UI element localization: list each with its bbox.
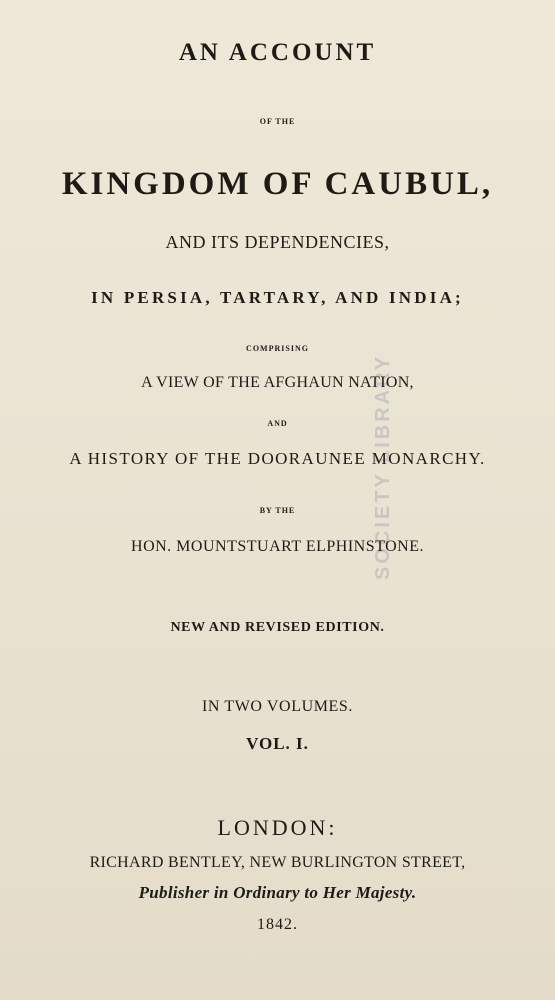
publication-city: LONDON: (217, 815, 338, 840)
edition-text: NEW AND REVISED EDITION. (170, 620, 385, 635)
title-line-1: AN ACCOUNT (178, 39, 377, 66)
by-the-text: BY THE (259, 506, 296, 515)
volumes-text: IN TWO VOLUMES. (201, 698, 354, 715)
subtitle-dependencies: AND ITS DEPENDENCIES, (165, 232, 390, 252)
history-line: A HISTORY OF THE DOORAUNEE MONARCHY. (69, 449, 486, 468)
volume-number: VOL. I. (246, 734, 309, 753)
publisher-name: RICHARD BENTLEY, NEW BURLINGTON STREET, (89, 854, 466, 871)
subtitle-regions: IN PERSIA, TARTARY, AND INDIA; (91, 288, 464, 307)
publication-year: 1842. (257, 916, 298, 933)
publisher-note: Publisher in Ordinary to Her Majesty. (138, 883, 417, 902)
comprising-text: COMPRISING (246, 344, 309, 353)
and-text: AND (267, 419, 288, 428)
author-name: HON. MOUNTSTUART ELPHINSTONE. (131, 538, 424, 555)
main-title: KINGDOM OF CAUBUL, (61, 166, 494, 202)
library-stamp: SOCIETY LIBRARY (372, 353, 394, 580)
view-line: A VIEW OF THE AFGHAUN NATION, (141, 374, 414, 391)
of-the-text: OF THE (259, 117, 296, 126)
